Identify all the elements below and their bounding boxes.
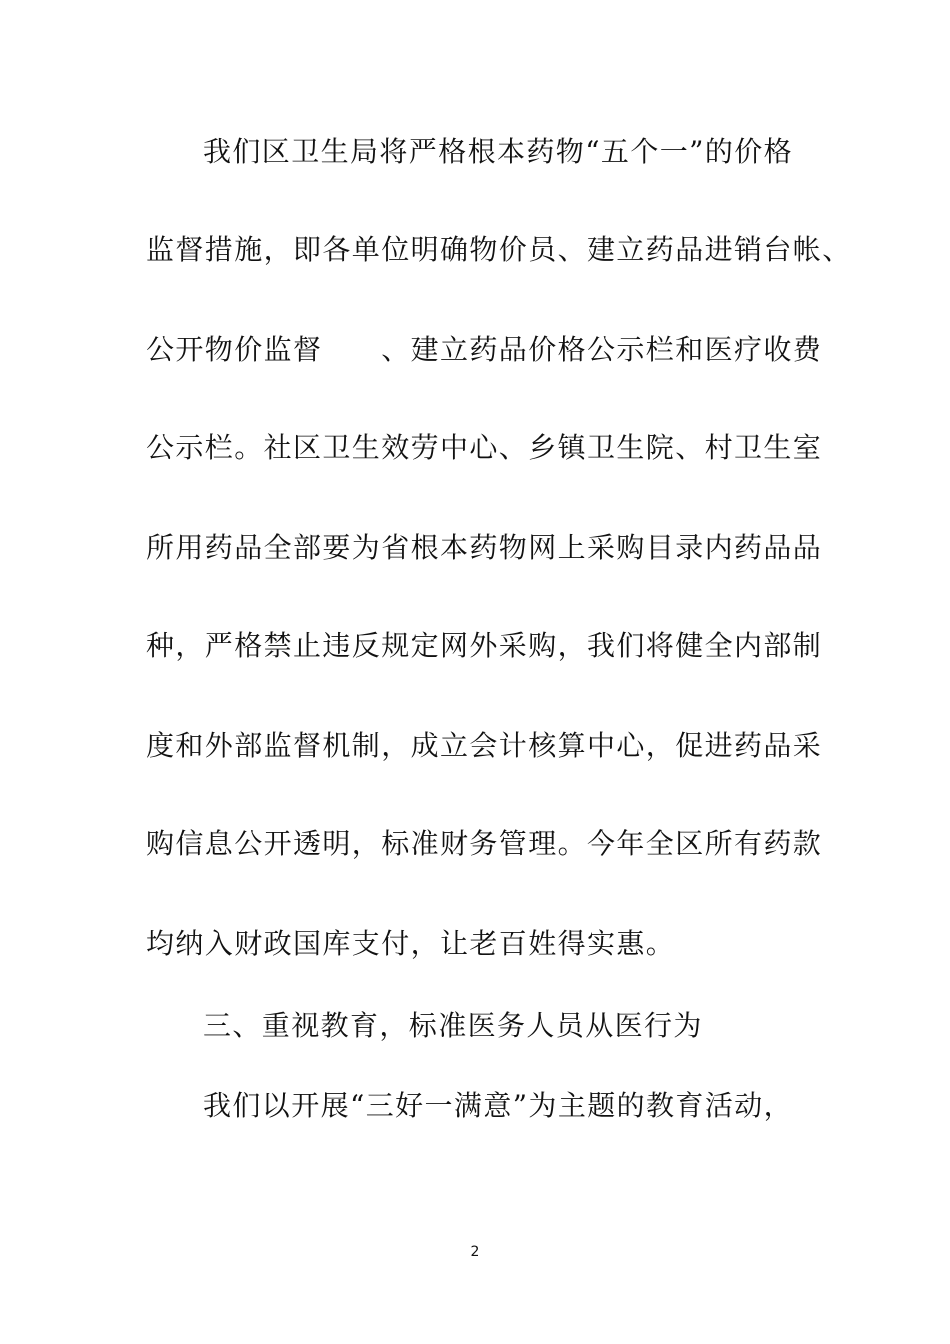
- paragraph-line: 购信息公开透明，标准财务管理。今年全区所有药款: [146, 827, 823, 860]
- paragraph-line: 种，严格禁止违反规定网外采购，我们将健全内部制: [146, 629, 823, 662]
- paragraph-line: 公开物价监督 、建立药品价格公示栏和医疗收费: [146, 333, 823, 366]
- paragraph-line: 我们以开展“三好一满意”为主题的教育活动，: [203, 1089, 794, 1122]
- section-heading: 三、重视教育，标准医务人员从医行为: [203, 1009, 703, 1042]
- page-number: 2: [470, 1244, 480, 1260]
- paragraph-line: 所用药品全部要为省根本药物网上采购目录内药品品: [146, 531, 823, 564]
- paragraph-line: 监督措施，即各单位明确物价员、建立药品进销台帐、: [146, 233, 852, 266]
- paragraph-line: 度和外部监督机制，成立会计核算中心，促进药品采: [146, 729, 823, 762]
- paragraph-line: 公示栏。社区卫生效劳中心、乡镇卫生院、村卫生室: [146, 431, 823, 464]
- paragraph-line: 我们区卫生局将严格根本药物“五个一”的价格: [203, 135, 794, 168]
- paragraph-line: 均纳入财政国库支付，让老百姓得实惠。: [146, 927, 676, 960]
